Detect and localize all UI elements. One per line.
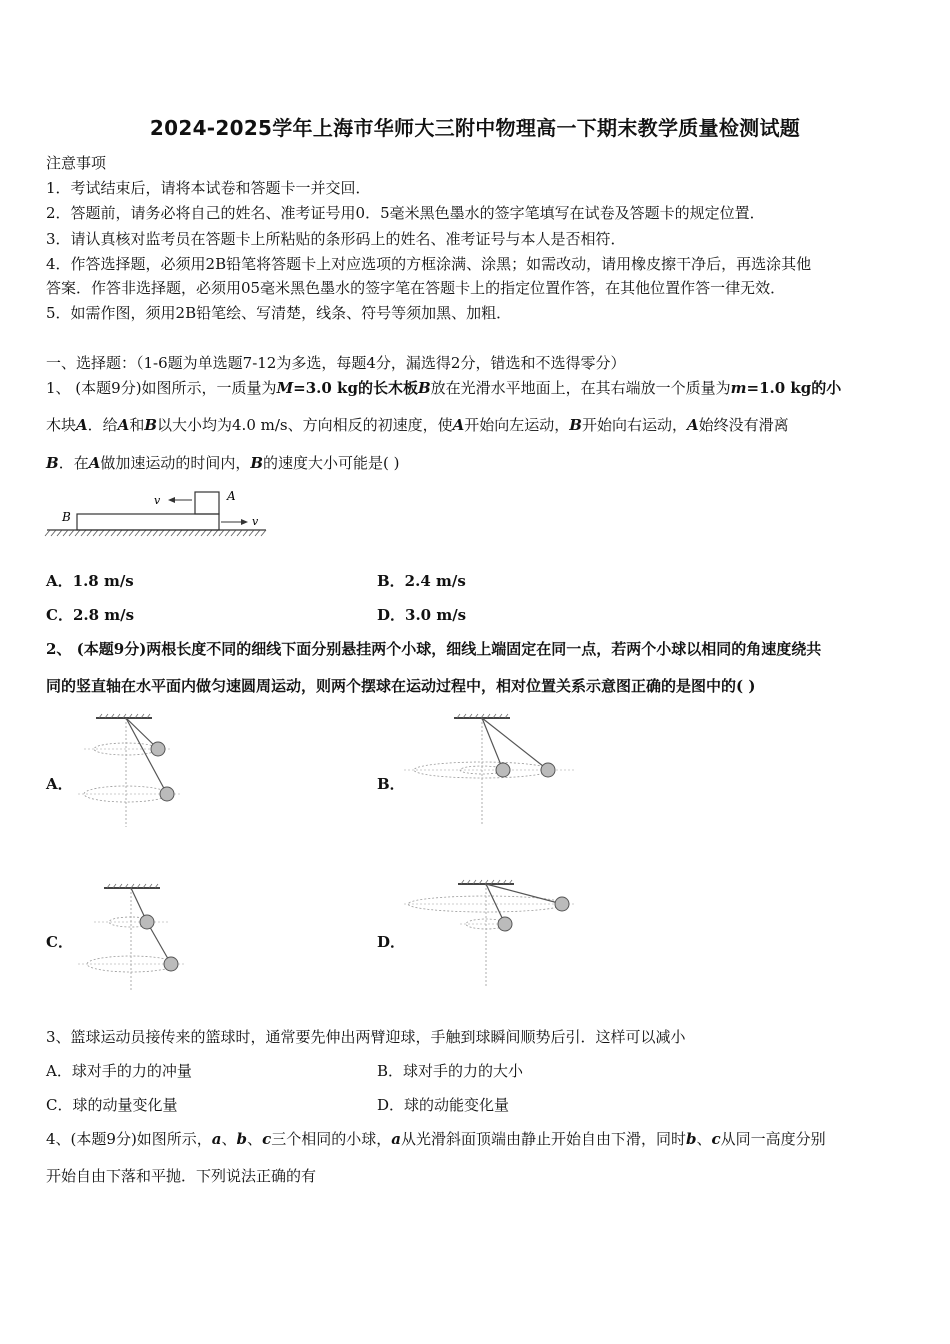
q2-figure-a[interactable] xyxy=(74,712,214,830)
notice-item: 4．作答选择题，必须用2B铅笔将答题卡上对应选项的方框涂满、涂黑；如需改动，请用橡皮擦干净后，再选涂其他 xyxy=(46,255,812,273)
label-v-top: v xyxy=(154,494,161,507)
q2-figure-c[interactable] xyxy=(74,880,214,992)
notice-item: 5．如需作图，须用2B铅笔绘、写清楚，线条、符号等须加黑、加粗． xyxy=(46,304,512,322)
notice-item: 2．答题前，请务必将自己的姓名、准考证号用0．5毫米黑色墨水的签字笔填写在试卷及答题卡的规定位置． xyxy=(46,204,765,222)
q3-stem: 3、篮球运动员接传来的篮球时，通常要先伸出两臂迎球，手触到球瞬间顺势后引．这样可以减小 xyxy=(46,1028,686,1046)
q2-figure-b[interactable] xyxy=(400,712,580,830)
notice-item: 答案．作答非选择题，必须用05毫米黑色墨水的签字笔在答题卡上的指定位置作答，在其他位置作答一律无效． xyxy=(46,279,786,297)
q4-stem-line1: 4、(本题9分)如图所示，a、b、c三个相同的小球，a从光滑斜面顶端由静止开始自由下滑，同时b、c从同一高度分别 xyxy=(46,1130,826,1148)
q1-option-b[interactable]: B．2.4 m/s xyxy=(377,572,466,590)
q2-option-d-label[interactable]: D． xyxy=(377,933,406,951)
section-heading: 一、选择题：（1-6题为单选题7-12为多选，每题4分，漏选得2分，错选和不选得零分） xyxy=(46,354,626,372)
page-title: 2024-2025学年上海市华师大三附中物理高一下期末教学质量检测试题 xyxy=(149,116,801,140)
block-A xyxy=(195,492,219,514)
arrowhead-left xyxy=(168,497,175,503)
q1-option-d[interactable]: D．3.0 m/s xyxy=(377,606,467,624)
q3-option-a[interactable]: A．球对手的力的冲量 xyxy=(46,1062,192,1080)
q1-option-a[interactable]: A．1.8 m/s xyxy=(46,572,134,590)
q2-option-b-label[interactable]: B． xyxy=(377,775,405,793)
notice-heading: 注意事项 xyxy=(46,154,107,172)
q1-stem-line1: 1、 (本题9分)如图所示，一质量为M=3.0 kg的长木板B放在光滑水平地面上，在其右端放一个质量为m=1.0 kg的小 xyxy=(46,379,842,397)
q2-option-c-label[interactable]: C． xyxy=(46,933,73,951)
arrowhead-right xyxy=(241,519,248,525)
q4-stem-line2: 开始自由下落和平抛．下列说法正确的有 xyxy=(46,1167,317,1185)
label-B: B xyxy=(62,510,71,524)
q1-board-block-figure xyxy=(44,484,269,540)
ground-hatching xyxy=(45,530,266,536)
q1-stem-line2: 木块A．给A和B以大小均为4.0 m/s、方向相反的初速度，使A开始向左运动，B开始向右运动，A始终没有滑离 xyxy=(46,416,789,434)
label-A: A xyxy=(227,489,236,503)
notice-item: 3．请认真核对监考员在答题卡上所粘贴的条形码上的姓名、准考证号与本人是否相符． xyxy=(46,230,626,248)
notice-item: 1．考试结束后，请将本试卷和答题卡一并交回． xyxy=(46,179,371,197)
q3-option-d[interactable]: D．球的动能变化量 xyxy=(377,1096,510,1114)
q2-stem-line2: 同的竖直轴在水平面内做匀速圆周运动，则两个摆球在运动过程中，相对位置关系示意图正确的是图中的( ) xyxy=(46,677,756,695)
q2-stem-line1: 2、 (本题9分)两根长度不同的细线下面分别悬挂两个小球，细线上端固定在同一点，若两个小球以相同的角速度绕共 xyxy=(46,640,822,658)
board-B xyxy=(77,514,219,530)
q3-option-c[interactable]: C．球的动量变化量 xyxy=(46,1096,178,1114)
q2-figure-d[interactable] xyxy=(400,876,580,988)
q3-option-b[interactable]: B．球对手的力的大小 xyxy=(377,1062,524,1080)
q1-option-c[interactable]: C．2.8 m/s xyxy=(46,606,135,624)
q1-stem-line3: B．在A做加速运动的时间内，B的速度大小可能是( ) xyxy=(46,454,400,472)
q2-option-a-label[interactable]: A． xyxy=(46,775,73,793)
label-v-bottom: v xyxy=(252,515,259,528)
